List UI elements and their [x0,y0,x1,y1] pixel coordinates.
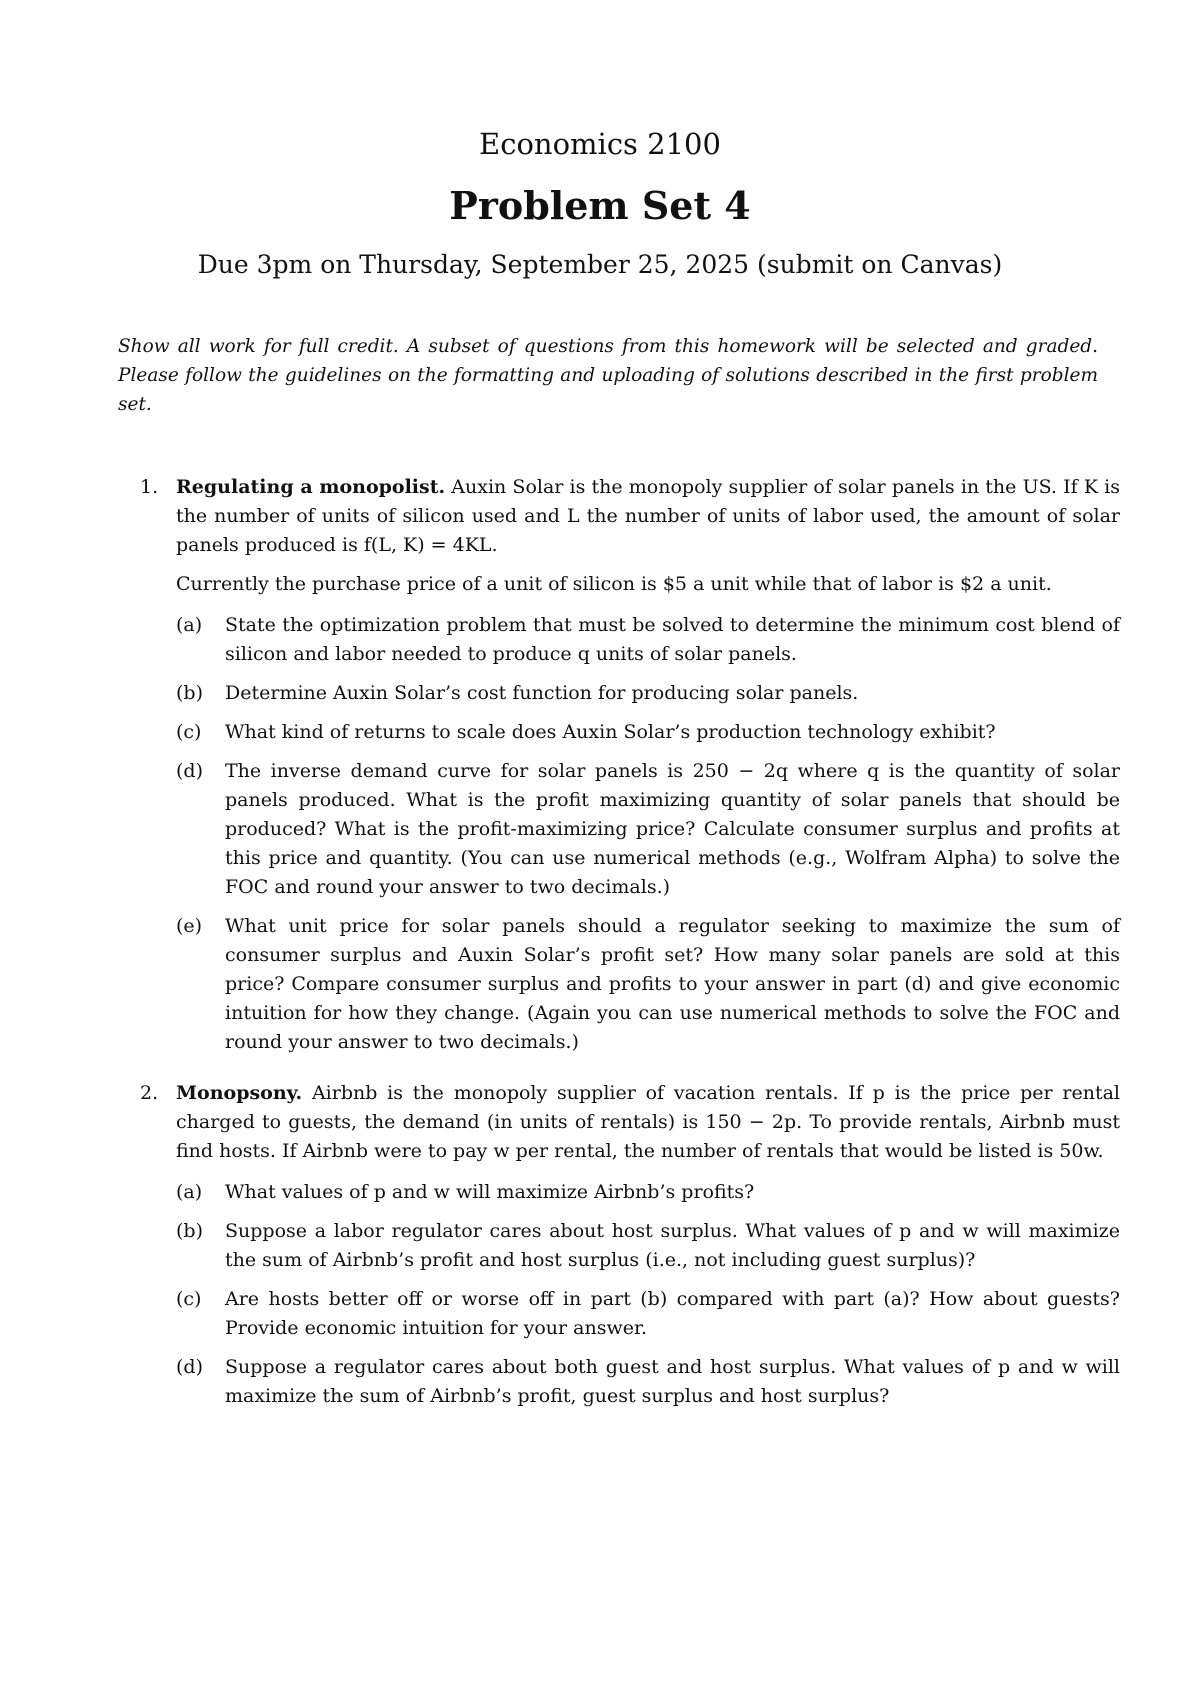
part-text: Suppose a labor regulator cares about host surplus. What values of p and w will maximize the sum of Airbnb’s profit and host surplus (i.e., not including guest surplus)? [225,1220,1120,1271]
problem-part [176,679,1120,708]
due-date: Due 3pm on Thursday, September 25, 2025 (submit on Canvas) [197,250,1003,279]
part-label: (c) [176,721,202,743]
part-text: Determine Auxin Solar’s cost function for producing solar panels. [225,682,859,704]
part-label: (a) [176,614,203,636]
part-label: (b) [176,1220,203,1242]
problem-2 [140,1079,1120,1411]
problem-intro [176,1079,1120,1166]
problem-part [176,1353,1120,1411]
instructions: Show all work for full credit. A subset of questions from this homework will be selected and graded. Please follow the guidelines on the formatting and uploading of solutions described in the first problem set. [118,336,1098,415]
part-text: Are hosts better off or worse off in part (b) compared with part (a)? How about guests? Provide economic intuition for your answer. [225,1288,1120,1339]
problem-paragraph: Auxin Solar is the monopoly supplier of solar panels in the US. If K is the number of units of silicon used and L the number of units of labor used, the amount of solar panels produced is f(L, K) = 4KL. [176,476,1120,556]
part-label: (d) [176,760,203,782]
problem-title: Regulating a monopolist. [176,476,446,498]
part-text: What values of p and w will maximize Airbnb’s profits? [225,1181,755,1203]
problem-part [176,912,1120,1057]
problem-number: 1. [140,476,159,498]
problem-number: 2. [140,1082,159,1104]
part-text: Suppose a regulator cares about both guest and host surplus. What values of p and w will maximize the sum of Airbnb’s profit, guest surplus and host surplus? [225,1356,1120,1407]
course-name: Economics 2100 [479,127,721,161]
problem-list [140,473,1120,1411]
part-text: What unit price for solar panels should a regulator seeking to maximize the sum of consumer surplus and Auxin Solar’s profit set? How many solar panels are sold at this price? Compare consumer surplus and profits to your answer in part (d) and give economic intuition for how they change. (Again you can use numerical methods to solve the FOC and round your answer to two decimals.) [225,915,1120,1053]
problem-part [176,611,1120,669]
problem-intro [176,473,1120,560]
part-text: The inverse demand curve for solar panels is 250 − 2q where q is the quantity of solar panels produced. What is the profit maximizing quantity of solar panels that should be produced? What is the profit-maximizing price? Calculate consumer surplus and profits at this price and quantity. (You can use numerical methods (e.g., Wolfram Alpha) to solve the FOC and round your answer to two decimals.) [225,760,1120,898]
page-title: Problem Set 4 [449,183,751,228]
problem-title: Monopsony. [176,1082,303,1104]
part-label: (e) [176,915,203,937]
part-label: (a) [176,1181,203,1203]
problem-1 [140,473,1120,1057]
part-text: What kind of returns to scale does Auxin Solar’s production technology exhibit? [225,721,996,743]
problem-part [176,1217,1120,1275]
problem-parts [176,1178,1120,1411]
part-text: State the optimization problem that must be solved to determine the minimum cost blend of silicon and labor needed to produce q units of solar panels. [225,614,1120,665]
problem-paragraph: Airbnb is the monopoly supplier of vacation rentals. If p is the price per rental charged to guests, the demand (in units of rentals) is 150 − 2p. To provide rentals, Airbnb must find hosts. If Airbnb were to pay w per rental, the number of rentals that would be listed is 50w. [176,1082,1120,1162]
problem-paragraph: Currently the purchase price of a unit of silicon is $5 a unit while that of labor is $2 a unit. [176,573,1052,595]
part-label: (b) [176,682,203,704]
problem-part [176,718,1120,747]
part-label: (c) [176,1288,202,1310]
problem-parts [176,611,1120,1057]
problem-part [176,1285,1120,1343]
part-label: (d) [176,1356,203,1378]
problem-part [176,1178,1120,1207]
problem-part [176,757,1120,902]
